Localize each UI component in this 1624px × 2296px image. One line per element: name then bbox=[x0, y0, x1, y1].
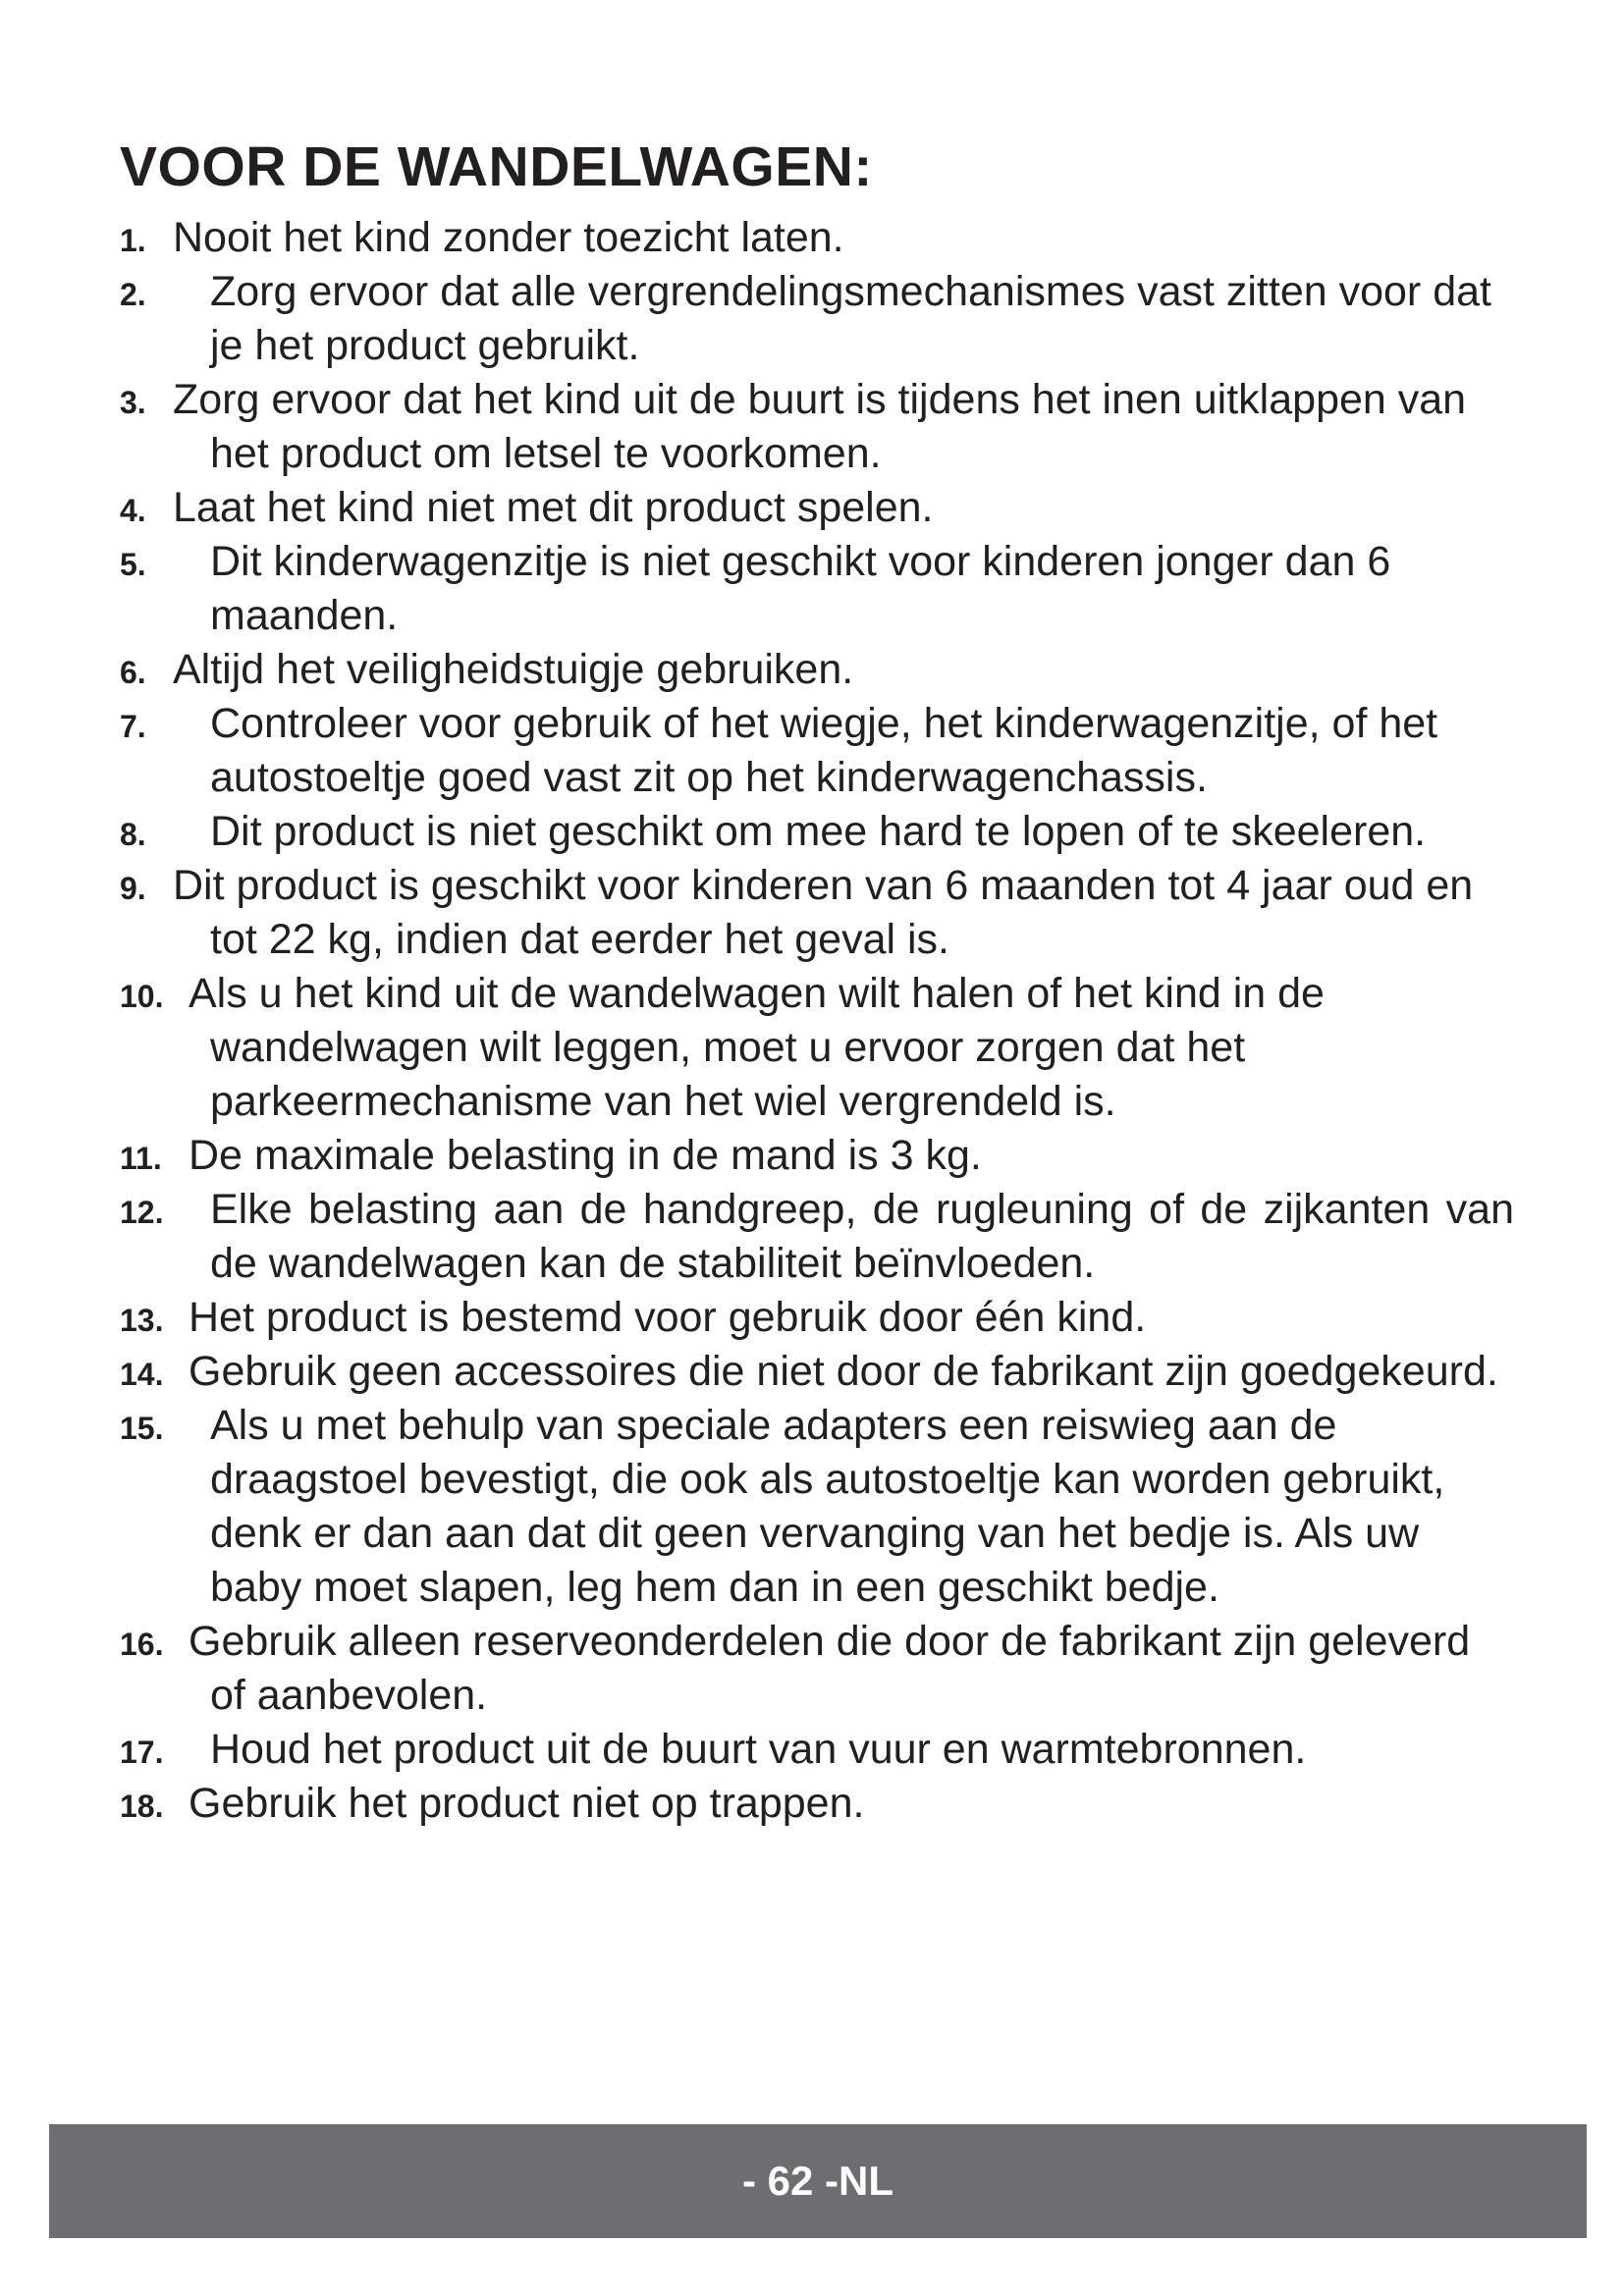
item-number: 10. bbox=[120, 979, 164, 1014]
item-text: Zorg ervoor dat alle vergrendelingsmechanismes vast zitten voor dat je het product gebruikt. bbox=[210, 268, 1491, 369]
page-title: VOOR DE WANDELWAGEN: bbox=[120, 135, 873, 198]
item-text: Elke belasting aan de handgreep, de rugleuning of de zijkanten van de wandelwagen kan de stabiliteit beïnvloeden. bbox=[210, 1186, 1514, 1287]
item-number: 9. bbox=[120, 871, 146, 906]
item-text: Zorg ervoor dat het kind uit de buurt is tijdens het inen uitklappen van het product om letsel te voorkomen. bbox=[173, 376, 1467, 477]
list-item bbox=[120, 211, 1514, 265]
item-number: 13. bbox=[120, 1303, 164, 1338]
list-item bbox=[120, 805, 1514, 859]
item-text: Nooit het kind zonder toezicht laten. bbox=[173, 214, 844, 261]
list-item bbox=[120, 1777, 1514, 1831]
item-number: 16. bbox=[120, 1627, 164, 1662]
item-text: Altijd het veiligheidstuigje gebruiken. bbox=[173, 646, 854, 693]
list-item bbox=[120, 1345, 1514, 1399]
item-number: 2. bbox=[120, 277, 146, 312]
item-number: 6. bbox=[120, 655, 146, 690]
item-number: 17. bbox=[120, 1735, 164, 1770]
list-item bbox=[120, 1615, 1514, 1723]
item-text: Het product is bestemd voor gebruik door één kind. bbox=[189, 1294, 1147, 1341]
list-item bbox=[120, 373, 1514, 481]
item-number: 3. bbox=[120, 385, 146, 420]
item-text: Controleer voor gebruik of het wiegje, het kinderwagenzitje, of het autostoeltje goed vast zit op het kinderwagenchassis. bbox=[210, 700, 1438, 801]
item-text: Als u met behulp van speciale adapters een reiswieg aan de draagstoel bevestigt, die ook als autostoeltje kan worden gebruikt, denk er dan aan dat dit geen vervanging van het bedje is. Als uw baby moet slapen, leg hem dan in een geschikt bedje. bbox=[210, 1402, 1445, 1611]
item-number: 15. bbox=[120, 1411, 164, 1446]
item-number: 5. bbox=[120, 547, 146, 582]
list-item bbox=[120, 1723, 1514, 1777]
item-number: 12. bbox=[120, 1195, 164, 1230]
item-text: Gebruik het product niet op trappen. bbox=[189, 1780, 865, 1827]
footer-bar bbox=[49, 2124, 1587, 2238]
safety-instructions-list bbox=[120, 211, 1514, 1831]
list-item bbox=[120, 481, 1514, 535]
item-number: 18. bbox=[120, 1789, 164, 1824]
item-text: Dit product is niet geschikt om mee hard te lopen of te skeeleren. bbox=[210, 808, 1427, 855]
list-item bbox=[120, 967, 1514, 1129]
item-text: Gebruik alleen reserveonderdelen die door de fabrikant zijn geleverd of aanbevolen. bbox=[189, 1618, 1471, 1719]
item-number: 1. bbox=[120, 223, 146, 258]
list-item bbox=[120, 1291, 1514, 1345]
item-text: Als u het kind uit de wandelwagen wilt halen of het kind in de wandelwagen wilt leggen, moet u ervoor zorgen dat het parkeermechanisme van het wiel vergrendeld is. bbox=[189, 970, 1325, 1125]
list-item bbox=[120, 1129, 1514, 1183]
item-number: 7. bbox=[120, 709, 146, 744]
item-text: Laat het kind niet met dit product spelen. bbox=[173, 484, 934, 531]
item-text: Dit product is geschikt voor kinderen van 6 maanden tot 4 jaar oud en tot 22 kg, indien dat eerder het geval is. bbox=[173, 862, 1474, 963]
list-item bbox=[120, 1399, 1514, 1615]
list-item bbox=[120, 1183, 1514, 1291]
item-text: Gebruik geen accessoires die niet door de fabrikant zijn goedgekeurd. bbox=[189, 1348, 1498, 1395]
item-text: De maximale belasting in de mand is 3 kg. bbox=[189, 1132, 982, 1179]
item-number: 14. bbox=[120, 1357, 164, 1392]
item-number: 8. bbox=[120, 817, 146, 852]
item-number: 4. bbox=[120, 493, 146, 528]
item-number: 11. bbox=[120, 1141, 162, 1176]
list-item bbox=[120, 859, 1514, 967]
list-item bbox=[120, 697, 1514, 805]
item-text: Dit kinderwagenzitje is niet geschikt voor kinderen jonger dan 6 maanden. bbox=[210, 538, 1391, 639]
list-item bbox=[120, 643, 1514, 697]
list-item bbox=[120, 265, 1514, 373]
item-text: Houd het product uit de buurt van vuur en warmtebronnen. bbox=[210, 1726, 1307, 1773]
page-number: - 62 -NL bbox=[741, 2158, 893, 2204]
list-item bbox=[120, 535, 1514, 643]
